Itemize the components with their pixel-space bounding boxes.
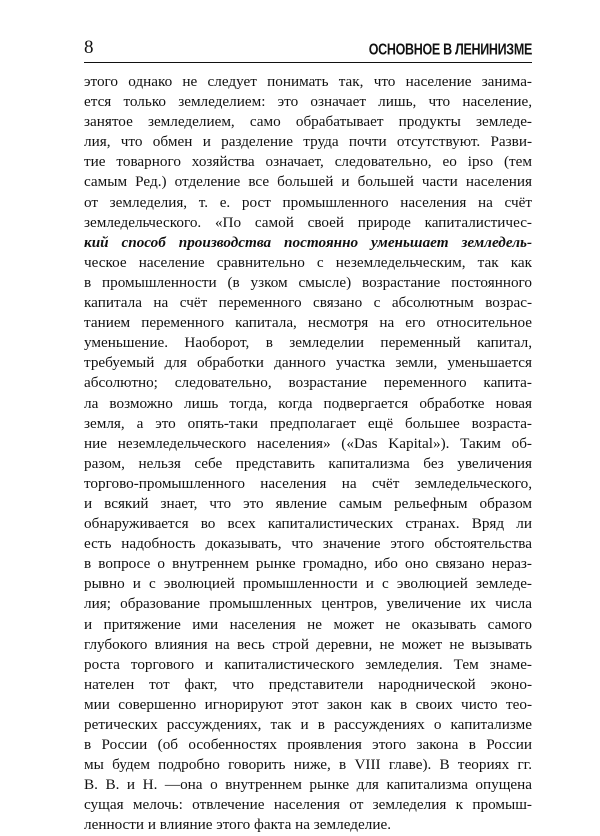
body-text bbox=[84, 72, 532, 836]
text-line: мии совершенно игнорируют этот закон как в своих чисто тео- bbox=[84, 695, 532, 713]
text-line: обнаруживается во всех капиталистических странах. Вряд ли bbox=[84, 515, 532, 533]
text-line: В. В. и Н. —она о внутреннем рынке для капитализма опущена bbox=[84, 776, 532, 794]
running-title: ОСНОВНОЕ В ЛЕНИНИЗМЕ bbox=[368, 40, 532, 58]
page-number: 8 bbox=[84, 37, 94, 58]
text-line: сущая мелочь: отвлечение населения от земледелия к промыш- bbox=[84, 796, 532, 814]
text-line: этого однако не следует понимать так, что население занима- bbox=[84, 73, 532, 90]
text-line: от земледелия, т. е. рост промышленного населения на счёт bbox=[84, 193, 532, 211]
text-line: в промышленности (в узком смысле) возрастание постоянного bbox=[84, 273, 532, 291]
text-line: глубокого влияния на весь строй деревни, не может не вызывать bbox=[84, 635, 532, 653]
text-line: лия; образование промышленных центров, увеличение их числа bbox=[84, 595, 532, 613]
text-line: и всякий знает, что это явление самым рельефным образом bbox=[84, 494, 532, 512]
text-line: рывно и с эволюцией промышленности и с эволюцией земледе- bbox=[84, 575, 532, 593]
text-line: в вопросе о внутреннем рынке громадно, ибо оно связано нераз- bbox=[84, 555, 532, 573]
text-line: нателен тот факт, что представители народнической эконо- bbox=[84, 675, 532, 693]
text-line: разом, нельзя себе представить капитализма без увеличения bbox=[84, 454, 532, 472]
text-line: ла возможно лишь тогда, когда подвергается обработке новая bbox=[84, 394, 532, 412]
text-line: занятое земледелием, само обрабатывает продукты земледе- bbox=[84, 113, 532, 131]
text-line: танием переменного капитала, несмотря на его относительное bbox=[84, 314, 532, 332]
text-line: мы будем подробно говорить ниже, в VIII главе). В теориях гг. bbox=[84, 756, 532, 774]
text-line: земледельческого. «По самой своей природе капиталистичес- bbox=[84, 213, 532, 231]
text-line: тие товарного хозяйства означает, следовательно, ео ipso (тем bbox=[84, 153, 532, 171]
text-line: земля, а это опять-таки предполагает ещё большее возраста- bbox=[84, 414, 532, 432]
text-line: торгово-промышленного населения на счёт земледельческого, bbox=[84, 474, 532, 492]
text-line: есть надобность доказывать, что значение этого обстоятельства bbox=[84, 535, 532, 553]
page-header bbox=[84, 36, 532, 63]
quote-line: кий способ производства постоянно уменьшает земледель- bbox=[84, 233, 532, 251]
text-line: ется только земледелием: это означает лишь, что население, bbox=[84, 93, 532, 111]
text-line: ленности и влияние этого факта на земледелие. bbox=[84, 816, 391, 834]
text-line: ние неземледельческого населения» («Das Kapital»). Таким об- bbox=[84, 434, 532, 452]
text-line: роста торгового и капиталистического земледелия. Тем знаме- bbox=[84, 655, 532, 673]
text-line: лия, что обмен и разделение труда почти отсутствуют. Разви- bbox=[84, 133, 532, 151]
text-line: абсолютно; следовательно, возрастание переменного капита- bbox=[84, 374, 532, 392]
text-line: и притяжение ими населения не может не оказывать самого bbox=[84, 615, 532, 633]
text-line: уменьшение. Наоборот, в земледелии переменный капитал, bbox=[84, 334, 532, 352]
text-line: требуемый для обработки данного участка земли, уменьшается bbox=[84, 354, 532, 372]
text-line: ческое население сравнительно с неземледельческим, так как bbox=[84, 253, 532, 271]
text-line: ретических рассуждениях, так и в рассуждениях о капитализме bbox=[84, 716, 532, 733]
text-line: капитала на счёт переменного связано с абсолютным возрас- bbox=[84, 294, 532, 312]
text-line: в России (об особенностях проявления этого закона в России bbox=[84, 736, 532, 754]
text-line: самым Ред.) отделение все большей и большей части населения bbox=[84, 173, 532, 191]
